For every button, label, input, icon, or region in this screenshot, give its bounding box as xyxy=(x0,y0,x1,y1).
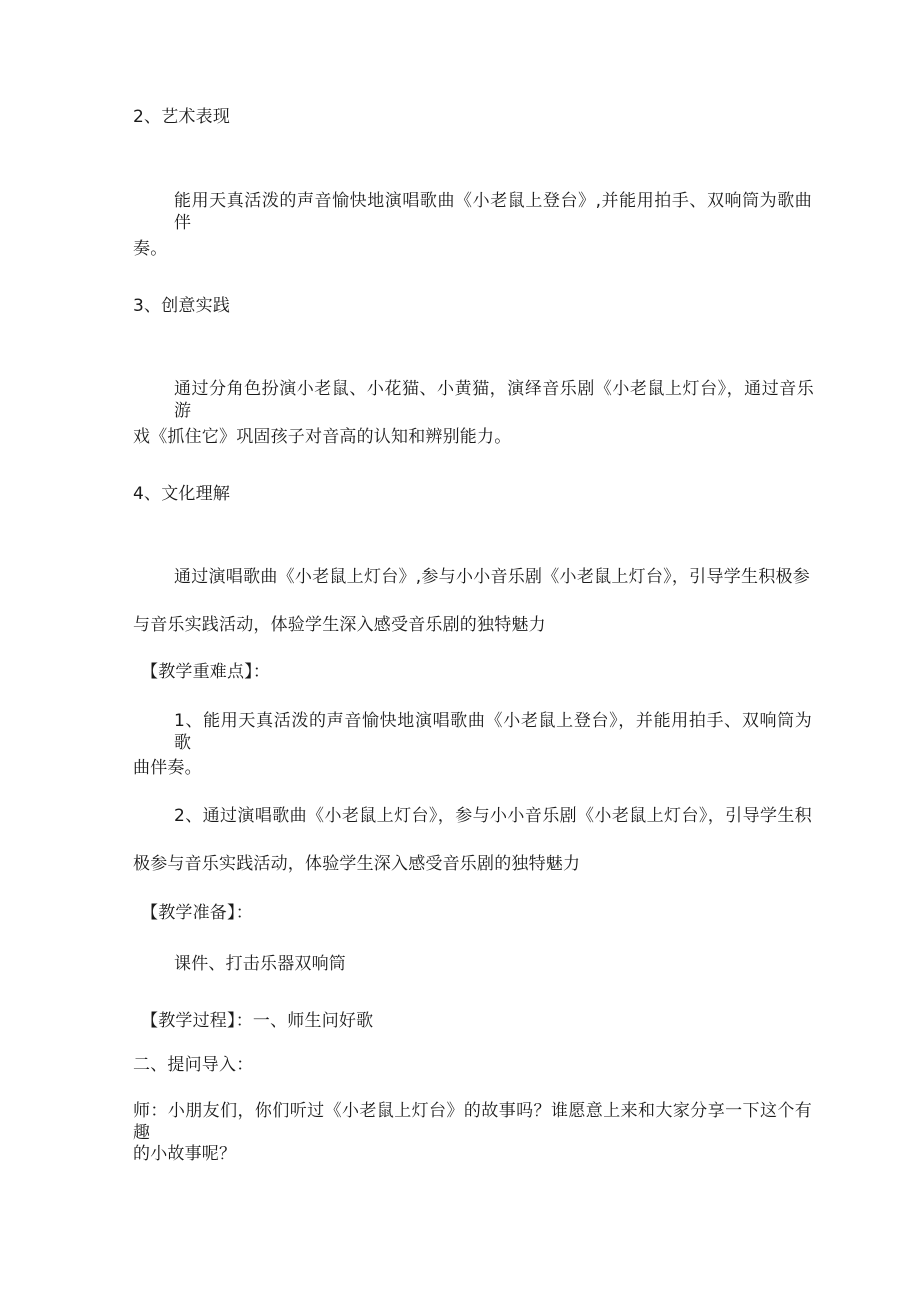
section-heading-art-expression: 2、艺术表现 xyxy=(133,107,231,127)
process-heading: 【教学过程】：一、师生问好歌 xyxy=(141,1011,374,1031)
section-heading-creative-practice: 3、创意实践 xyxy=(133,296,231,316)
difficulty-item-line: 2、通过演唱歌曲《小老鼠上灯台》，参与小小音乐剧《小老鼠上灯台》，引导学生积 xyxy=(174,806,812,826)
section-heading-cultural-understanding: 4、文化理解 xyxy=(133,484,231,504)
difficulty-item-line: 曲伴奏。 xyxy=(133,758,202,778)
paragraph-line: 能用天真活泼的声音愉快地演唱歌曲《小老鼠上登台》,并能用拍手、双响筒为歌曲伴 xyxy=(174,191,812,233)
paragraph-line: 与音乐实践活动，体验学生深入感受音乐剧的独特魅力 xyxy=(133,615,546,635)
teacher-dialogue-line: 的小故事呢？ xyxy=(133,1144,237,1164)
difficulties-heading: 【教学重难点】： xyxy=(141,662,271,682)
teacher-dialogue-line: 师：小朋友们，你们听过《小老鼠上灯台》的故事吗？谁愿意上来和大家分享一下这个有趣 xyxy=(133,1101,812,1143)
difficulty-item-line: 1、能用天真活泼的声音愉快地演唱歌曲《小老鼠上登台》，并能用拍手、双响筒为歌 xyxy=(174,711,812,753)
paragraph-line: 奏。 xyxy=(133,239,168,259)
paragraph-line: 通过演唱歌曲《小老鼠上灯台》,参与小小音乐剧《小老鼠上灯台》，引导学生积极参 xyxy=(174,567,810,587)
process-step-heading: 二、提问导入： xyxy=(133,1055,254,1075)
preparation-heading: 【教学准备】： xyxy=(141,903,253,923)
paragraph-line: 戏《抓住它》巩固孩子对音高的认知和辨别能力。 xyxy=(133,427,512,447)
difficulty-item-line: 极参与音乐实践活动，体验学生深入感受音乐剧的独特魅力 xyxy=(133,854,581,874)
paragraph-line: 通过分角色扮演小老鼠、小花猫、小黄猫，演绎音乐剧《小老鼠上灯台》，通过音乐游 xyxy=(174,379,814,421)
preparation-content: 课件、打击乐器双响筒 xyxy=(174,954,346,974)
